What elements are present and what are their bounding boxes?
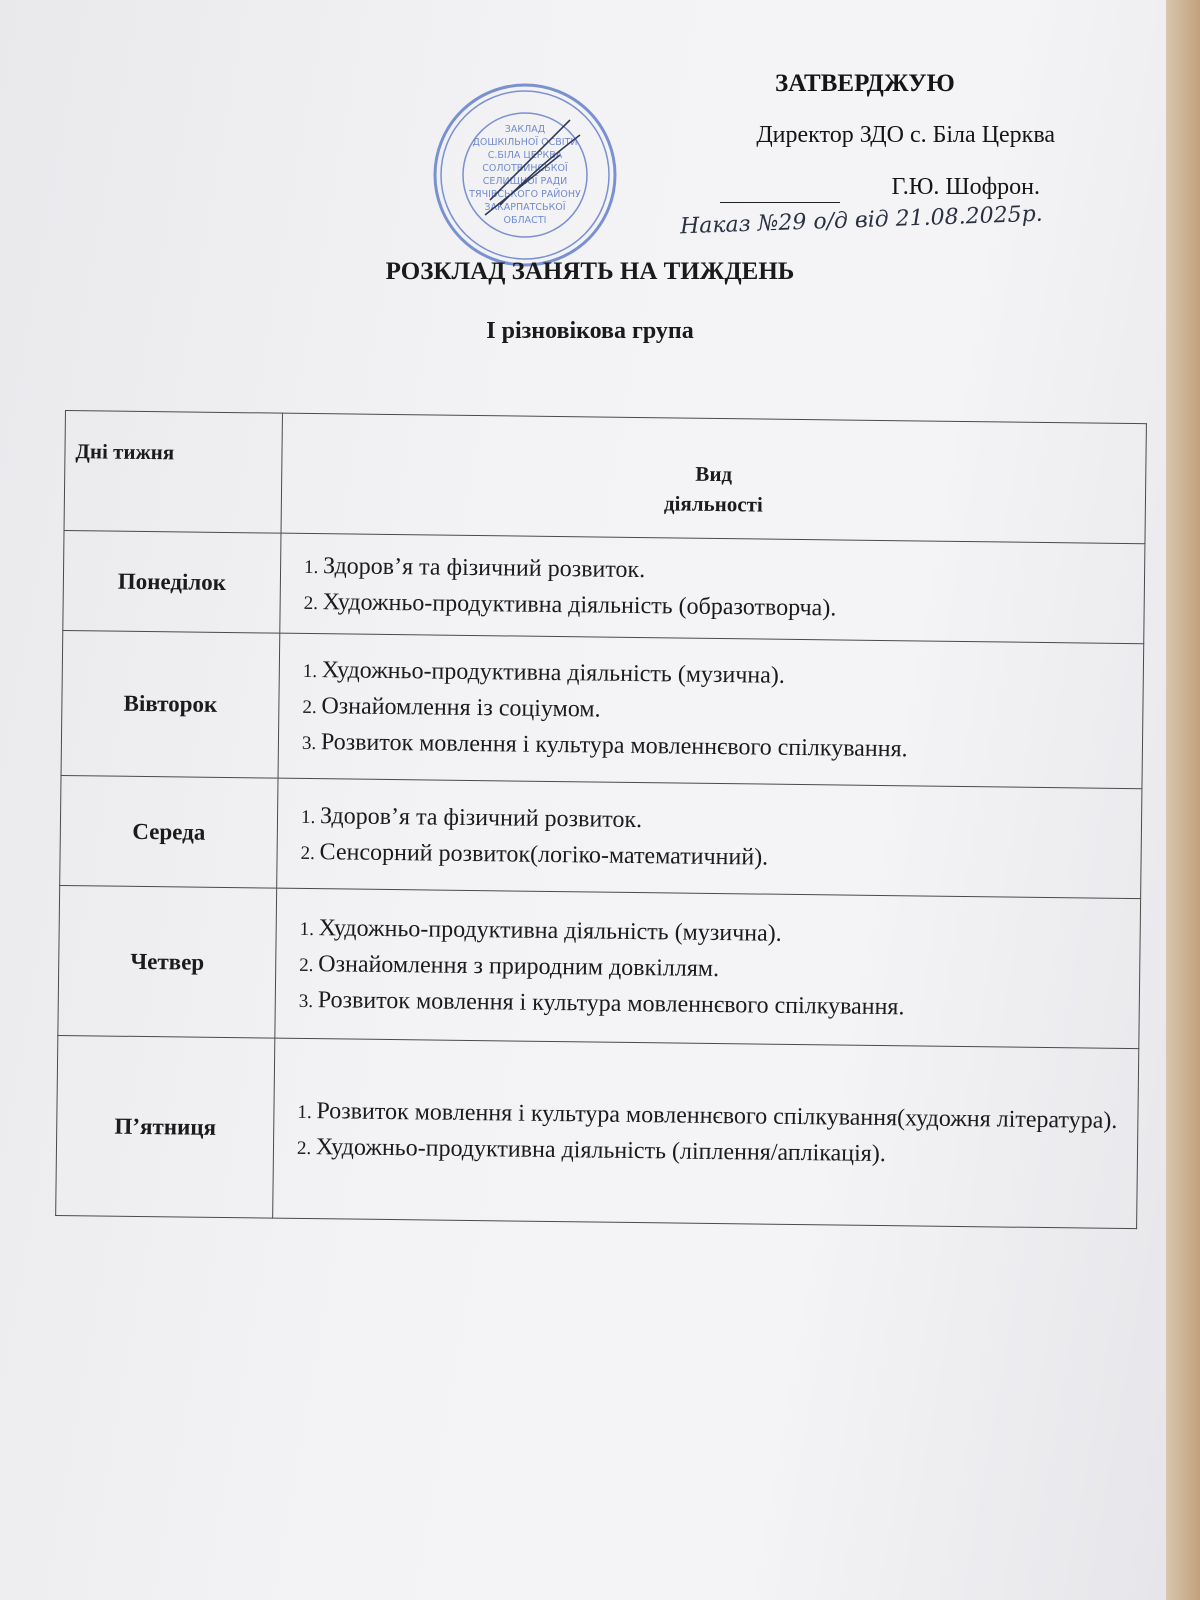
- header-activity-line2: діяльності: [663, 491, 763, 517]
- activity-item: 1. Художньо-продуктивна діяльність (музична).: [322, 652, 1133, 698]
- activity-item: 2. Сенсорний розвиток(логіко-математичний).: [319, 834, 1130, 880]
- day-cell: П’ятниця: [56, 1035, 275, 1218]
- day-cell: Середа: [60, 775, 278, 888]
- stamp-text: СЕЛИЩНОЇ РАДИ: [482, 176, 568, 187]
- activity-item: 1. Здоров’я та фізичний розвиток.: [320, 798, 1131, 844]
- stamp-text: ЗАКЛАД: [504, 124, 546, 135]
- day-cell: Понеділок: [63, 530, 281, 633]
- handwritten-order-note: Наказ №29 о/д від 21.08.2025р.: [679, 201, 1044, 240]
- document-title: РОЗКЛАД ЗАНЯТЬ НА ТИЖДЕНЬ: [385, 258, 795, 285]
- stamp-text: СОЛОТВИНСЬКОЇ: [482, 163, 568, 174]
- activity-item: 2. Художньо-продуктивна діяльність (образотворча).: [322, 584, 1133, 630]
- group-subtitle: І різновікова група: [486, 318, 694, 344]
- header-days: Дні тижня: [64, 411, 282, 534]
- activity-item: 1. Здоров’я та фізичний розвиток.: [323, 548, 1134, 594]
- activities-cell: [275, 888, 1141, 1049]
- stamp-text: С.БІЛА ЦЕРКВА: [487, 150, 563, 161]
- activities-cell: [278, 633, 1144, 789]
- official-stamp: [430, 80, 620, 270]
- signature-line: [720, 202, 840, 203]
- activity-item: 2. Ознайомлення з природним довкіллям.: [318, 946, 1129, 992]
- table-header-row: [64, 411, 1146, 544]
- activity-list: [288, 1092, 1128, 1174]
- approval-title: ЗАТВЕРДЖУЮ: [775, 70, 955, 97]
- activity-item: 1. Розвиток мовлення і культура мовленнєвого спілкування(художня література).: [316, 1093, 1127, 1139]
- signatory-name: Г.Ю. Шофрон.: [891, 174, 1040, 200]
- activity-item: 3. Розвиток мовлення і культура мовленнєвого спілкування.: [321, 724, 1132, 770]
- activity-item: 3. Розвиток мовлення і культура мовленнєвого спілкування.: [318, 982, 1129, 1028]
- schedule-table: [55, 410, 1147, 1229]
- header-activity: [281, 413, 1146, 544]
- activity-list: [291, 797, 1131, 879]
- activity-item: 2. Художньо-продуктивна діяльність (ліплення/аплікація).: [316, 1129, 1127, 1175]
- header-activity-line1: Вид: [695, 461, 733, 487]
- activity-list: [294, 547, 1134, 629]
- day-cell: Четвер: [58, 885, 277, 1038]
- stamp-text: ЗАКАРПАТСЬКОЇ: [484, 202, 566, 213]
- table-row: [63, 530, 1145, 643]
- activity-item: 1. Художньо-продуктивна діяльність (музична).: [318, 910, 1129, 956]
- table-row: [60, 775, 1142, 898]
- stamp-text: ДОШКІЛЬНОЇ ОСВІТИ: [472, 137, 578, 148]
- background-surface: [1166, 0, 1200, 1600]
- table-row: [56, 1035, 1139, 1228]
- stamp-text: ОБЛАСТІ: [503, 215, 547, 226]
- activities-cell: [273, 1038, 1139, 1229]
- stamp-text: ТЯЧІВСЬКОГО РАЙОНУ: [469, 189, 581, 200]
- activities-cell: [277, 778, 1142, 899]
- day-cell: Вівторок: [61, 630, 280, 778]
- activities-cell: [280, 533, 1145, 644]
- activity-item: 2. Ознайомлення із соціумом.: [321, 688, 1132, 734]
- activity-list: [290, 909, 1130, 1027]
- activity-list: [293, 652, 1133, 770]
- director-title: Директор ЗДО с. Біла Церква: [756, 122, 1055, 148]
- table-row: [61, 630, 1144, 788]
- table-row: [58, 885, 1141, 1048]
